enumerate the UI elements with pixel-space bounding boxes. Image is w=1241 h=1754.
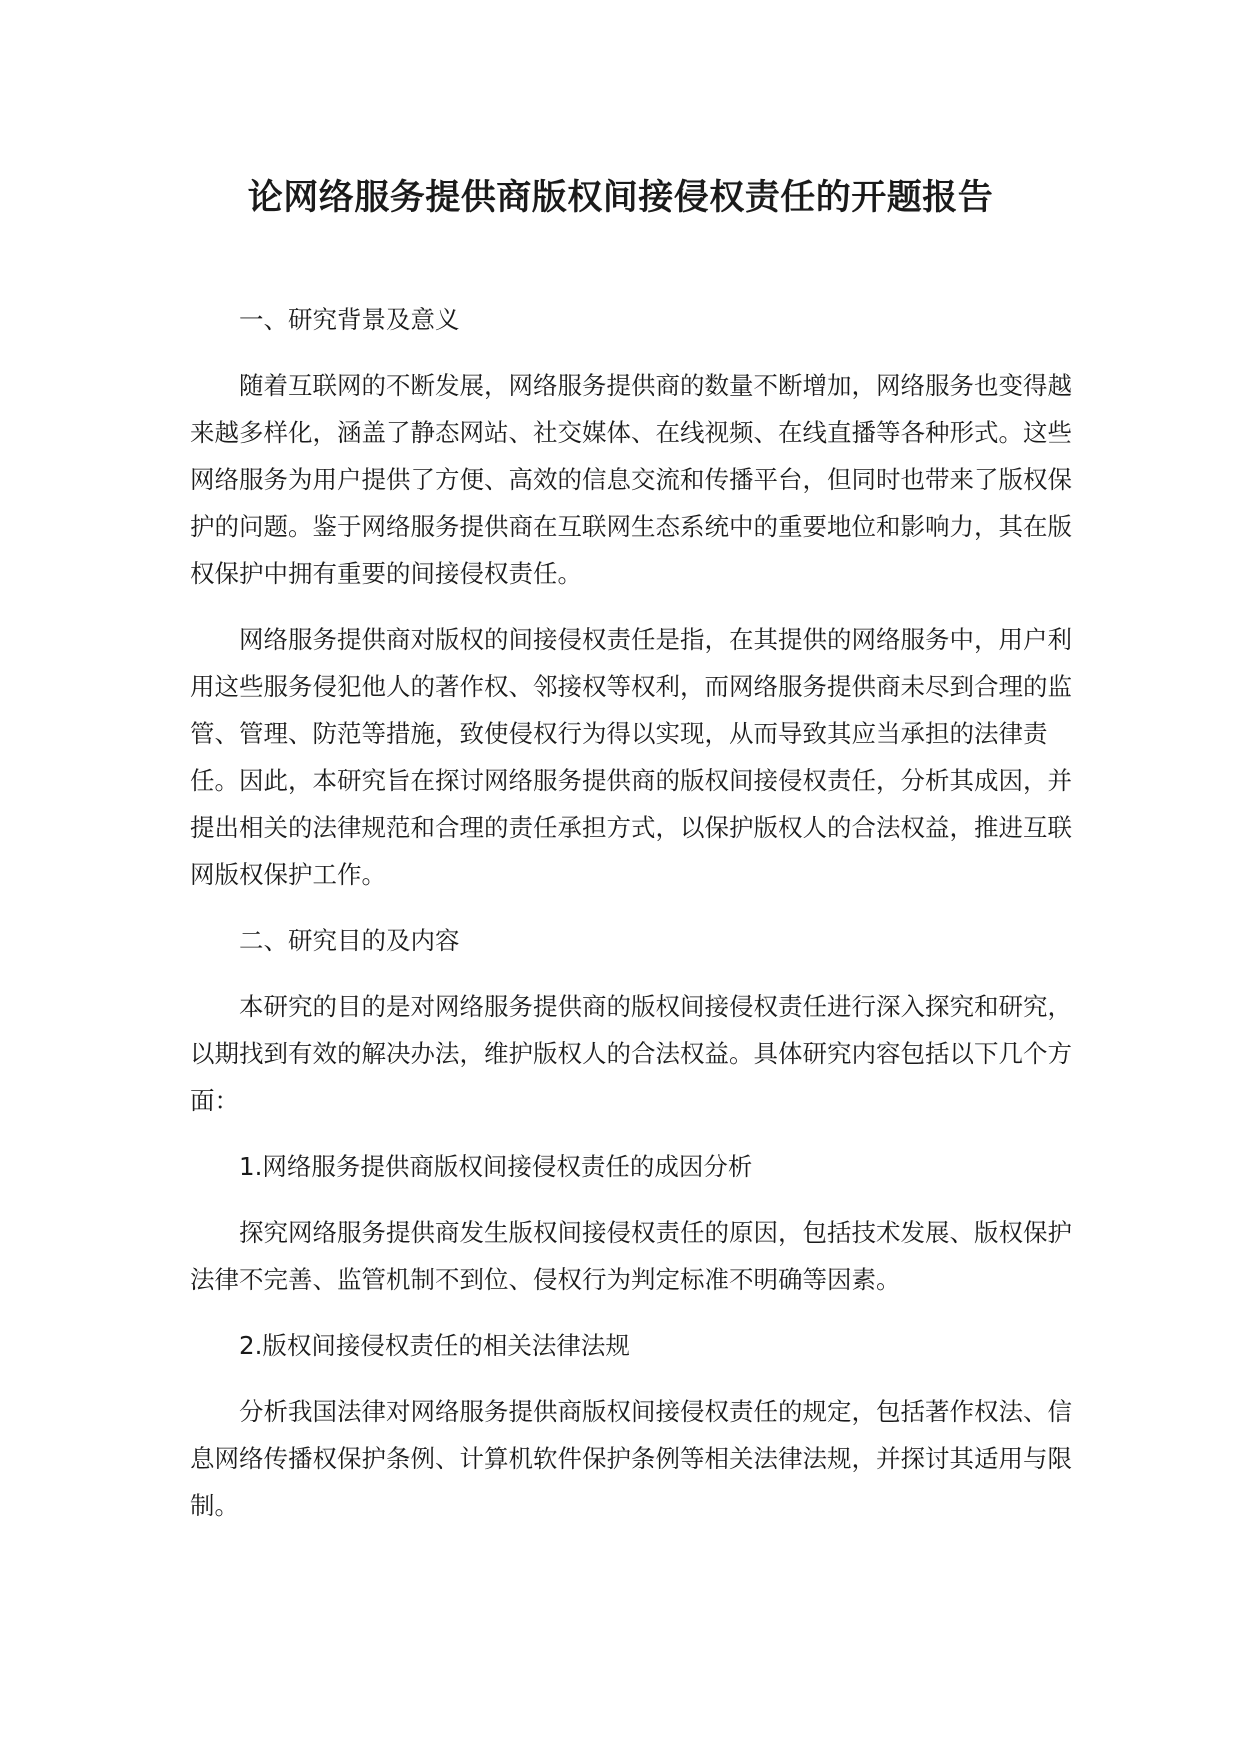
paragraph-purpose: 本研究的目的是对网络服务提供商的版权间接侵权责任进行深入探究和研究，以期找到有效的解决办法，维护版权人的合法权益。具体研究内容包括以下几个方面： <box>190 992 1072 1115</box>
document-title: 论网络服务提供商版权间接侵权责任的开题报告 <box>247 178 994 218</box>
paragraph-causes: 探究网络服务提供商发生版权间接侵权责任的原因，包括技术发展、版权保护法律不完善、监管机制不到位、侵权行为判定标准不明确等因素。 <box>190 1218 1072 1294</box>
paragraph-laws: 分析我国法律对网络服务提供商版权间接侵权责任的规定，包括著作权法、信息网络传播权保护条例、计算机软件保护条例等相关法律法规，并探讨其适用与限制。 <box>190 1397 1072 1520</box>
subsection-heading-laws: 2.版权间接侵权责任的相关法律法规 <box>239 1331 630 1360</box>
section-heading-purpose: 二、研究目的及内容 <box>239 926 460 955</box>
document-body <box>190 296 1090 1548</box>
paragraph-background-2: 网络服务提供商对版权的间接侵权责任是指，在其提供的网络服务中，用户利用这些服务侵犯他人的著作权、邻接权等权利，而网络服务提供商未尽到合理的监管、管理、防范等措施，致使侵权行为得以实现，从而导致其应当承担的法律责任。因此，本研究旨在探讨网络服务提供商的版权间接侵权责任，分析其成因，并提出相关的法律规范和合理的责任承担方式，以保护版权人的合法权益，推进互联网版权保护工作。 <box>190 625 1072 889</box>
subsection-heading-causes: 1.网络服务提供商版权间接侵权责任的成因分析 <box>239 1152 753 1181</box>
section-heading-background: 一、研究背景及意义 <box>239 305 460 334</box>
paragraph-background-1: 随着互联网的不断发展，网络服务提供商的数量不断增加，网络服务也变得越来越多样化，涵盖了静态网站、社交媒体、在线视频、在线直播等各种形式。这些网络服务为用户提供了方便、高效的信息交流和传播平台，但同时也带来了版权保护的问题。鉴于网络服务提供商在互联网生态系统中的重要地位和影响力，其在版权保护中拥有重要的间接侵权责任。 <box>190 371 1072 588</box>
